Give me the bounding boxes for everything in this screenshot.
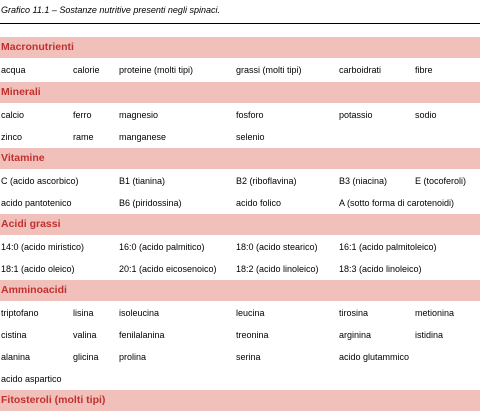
table-row: [0, 192, 480, 214]
section-header: Fitosteroli (molti tipi): [0, 390, 480, 411]
section-header: Amminoacidi: [0, 280, 480, 301]
nutrient-cell: valina: [73, 330, 97, 340]
nutrient-cell: 18:2 (acido linoleico): [236, 264, 319, 274]
table-row: [0, 236, 480, 258]
nutrient-cell: B6 (piridossina): [119, 198, 182, 208]
nutrient-cell: 18:3 (acido linoleico): [339, 264, 422, 274]
nutrient-cell: fosforo: [236, 110, 264, 120]
nutrient-cell: treonina: [236, 330, 269, 340]
table-row: [0, 302, 480, 324]
section-header: Vitamine: [0, 148, 480, 169]
table-row: [0, 126, 480, 148]
nutrient-cell: E (tocoferoli): [415, 176, 467, 186]
nutrient-cell: 18:0 (acido stearico): [236, 242, 318, 252]
nutrient-cell: 16:0 (acido palmitico): [119, 242, 205, 252]
nutrient-cell: calorie: [73, 65, 100, 75]
nutrient-cell: tirosina: [339, 308, 369, 318]
nutrient-cell: potassio: [339, 110, 373, 120]
nutrient-cell: carboidrati: [339, 65, 382, 75]
nutrient-cell: manganese: [119, 132, 167, 142]
nutrient-cell: istidina: [415, 330, 444, 340]
nutrient-cell: B2 (riboflavina): [236, 176, 297, 186]
figure-caption: Grafico 11.1 – Sostanze nutritive presenti negli spinaci.: [1, 5, 220, 15]
nutrient-cell: B1 (tianina): [119, 176, 166, 186]
nutrient-cell: rame: [73, 132, 94, 142]
nutrient-cell: selenio: [236, 132, 265, 142]
table-row: [0, 324, 480, 346]
nutrient-cell: proteine (molti tipi): [119, 65, 194, 75]
nutrient-cell: acido folico: [236, 198, 282, 208]
nutrient-cell: acido glutammico: [339, 352, 410, 362]
nutrient-cell: metionina: [415, 308, 455, 318]
nutrient-cell: lisina: [73, 308, 94, 318]
nutrient-cell: 14:0 (acido miristico): [1, 242, 85, 252]
nutrient-cell: 16:1 (acido palmitoleico): [339, 242, 437, 252]
nutrient-cell: cistina: [1, 330, 27, 340]
nutrient-cell: serina: [236, 352, 261, 362]
nutrient-cell: grassi (molti tipi): [236, 65, 302, 75]
section-header: Minerali: [0, 82, 480, 103]
nutrient-cell: sodio: [415, 110, 437, 120]
section-header: Acidi grassi: [0, 214, 480, 235]
table-row: [0, 368, 480, 390]
nutrient-cell: acqua: [1, 65, 26, 75]
table-row: [0, 346, 480, 368]
nutrient-cell: alanina: [1, 352, 31, 362]
nutrient-cell: fibre: [415, 65, 433, 75]
table-row: [0, 258, 480, 280]
nutrient-cell: magnesio: [119, 110, 159, 120]
nutrient-cell: zinco: [1, 132, 23, 142]
section-header: Macronutrienti: [0, 37, 480, 58]
nutrient-cell: arginina: [339, 330, 372, 340]
nutrient-cell: glicina: [73, 352, 99, 362]
nutrient-cell: isoleucina: [119, 308, 160, 318]
nutrient-cell: leucina: [236, 308, 265, 318]
nutrient-cell: acido aspartico: [1, 374, 62, 384]
nutrient-cell: prolina: [119, 352, 147, 362]
nutrient-cell: 20:1 (acido eicosenoico): [119, 264, 217, 274]
nutrient-cell: triptofano: [1, 308, 39, 318]
nutrient-cell: 18:1 (acido oleico): [1, 264, 75, 274]
nutrient-cell: fenilalanina: [119, 330, 165, 340]
table-row: [0, 104, 480, 126]
nutrient-cell: B3 (niacina): [339, 176, 388, 186]
table-row: [0, 59, 480, 81]
caption-divider: [0, 23, 480, 24]
nutrient-cell: calcio: [1, 110, 25, 120]
nutrient-cell: acido pantotenico: [1, 198, 72, 208]
nutrient-cell: C (acido ascorbico): [1, 176, 79, 186]
nutrient-cell: A (sotto forma di carotenoidi): [339, 198, 455, 208]
table-row: [0, 170, 480, 192]
nutrient-cell: ferro: [73, 110, 92, 120]
